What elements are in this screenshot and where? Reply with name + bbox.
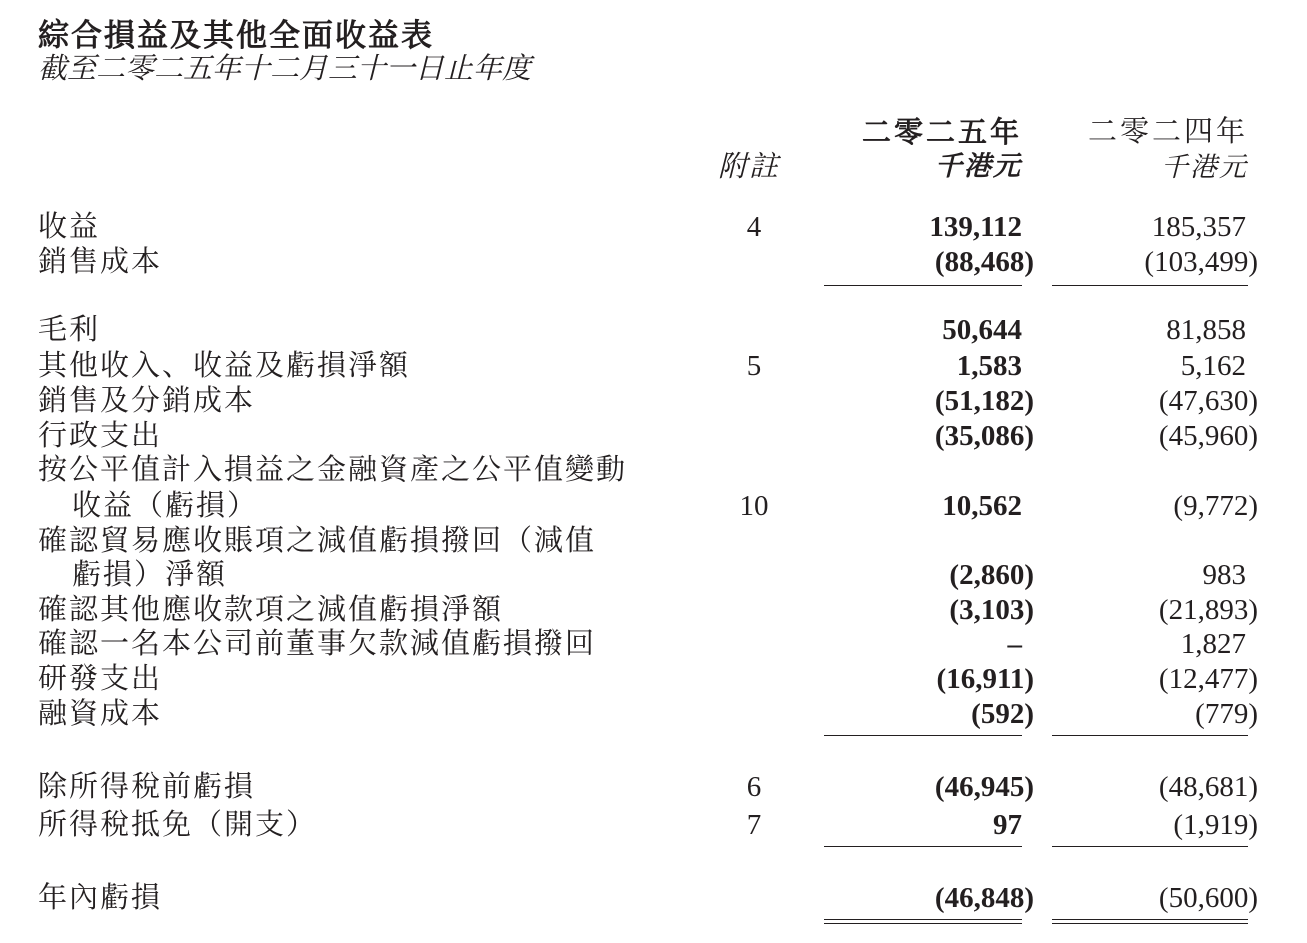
table-row <box>0 662 1307 696</box>
row-label: 行政支出 <box>38 420 163 452</box>
table-row-total <box>0 881 1307 915</box>
row-label: 其他收入、收益及虧損淨額 <box>38 350 411 382</box>
row-label: 年內虧損 <box>38 882 163 914</box>
row-value-prior: (47,630) <box>1158 385 1258 417</box>
row-value-current: (35,086) <box>934 420 1034 452</box>
subtotal-rule <box>1052 285 1248 286</box>
total-double-rule <box>1052 919 1248 924</box>
row-value-prior: 983 <box>1202 559 1246 591</box>
row-value-current: 97 <box>993 809 1022 841</box>
table-row <box>0 245 1307 279</box>
table-row <box>0 210 1307 244</box>
row-value-prior: (50,600) <box>1158 882 1258 914</box>
row-note: 5 <box>746 350 762 382</box>
page-subtitle: 截至二零二五年十二月三十一日止年度 <box>38 53 532 85</box>
row-label: 虧損）淨額 <box>72 559 228 591</box>
table-row <box>0 627 1307 661</box>
row-value-current: (88,468) <box>934 246 1034 278</box>
subtotal-rule <box>1052 846 1248 847</box>
table-row <box>0 524 1307 558</box>
table-row <box>0 770 1307 804</box>
row-value-prior: 1,827 <box>1180 628 1246 660</box>
subtotal-rule <box>1052 735 1248 736</box>
row-value-current: 139,112 <box>929 211 1022 243</box>
column-header-prior-year: 二零二四年 <box>1087 116 1248 148</box>
table-row <box>0 453 1307 487</box>
row-label: 銷售及分銷成本 <box>38 385 256 417</box>
row-label: 融資成本 <box>38 698 163 730</box>
row-value-current: 1,583 <box>956 350 1022 382</box>
row-label: 所得稅抵免（開支） <box>38 809 318 841</box>
row-value-prior: (12,477) <box>1158 663 1258 695</box>
table-row <box>0 384 1307 418</box>
row-note: 7 <box>746 809 762 841</box>
table-row <box>0 697 1307 731</box>
row-value-prior: (1,919) <box>1173 809 1258 841</box>
row-value-prior: (48,681) <box>1158 771 1258 803</box>
row-value-current: (2,860) <box>949 559 1034 591</box>
row-label: 研發支出 <box>38 663 163 695</box>
table-row <box>0 489 1307 523</box>
row-note: 10 <box>739 490 769 522</box>
row-value-prior: 5,162 <box>1180 350 1246 382</box>
column-header-current-year: 二零二五年 <box>861 115 1022 149</box>
subtotal-rule <box>824 846 1022 847</box>
table-row <box>0 808 1307 842</box>
row-note: 6 <box>746 771 762 803</box>
row-label: 銷售成本 <box>38 246 163 278</box>
row-label: 毛利 <box>38 314 101 346</box>
row-value-prior: 185,357 <box>1151 211 1246 243</box>
row-label: 確認其他應收款項之減值虧損淨額 <box>38 594 504 626</box>
total-double-rule <box>824 919 1022 924</box>
row-value-current: (46,848) <box>934 882 1034 914</box>
row-value-current: (16,911) <box>936 663 1034 695</box>
table-row <box>0 349 1307 383</box>
row-label: 收益（虧損） <box>72 490 259 522</box>
row-value-current: (592) <box>971 698 1034 730</box>
row-label: 確認一名本公司前董事欠款減值虧損撥回 <box>38 628 597 660</box>
table-row <box>0 419 1307 453</box>
subtotal-rule <box>824 735 1022 736</box>
row-value-current: (3,103) <box>949 594 1034 626</box>
row-value-prior: 81,858 <box>1166 314 1246 346</box>
row-value-current: 50,644 <box>942 314 1022 346</box>
row-value-current: 10,562 <box>942 490 1022 522</box>
row-label: 確認貿易應收賬項之減值虧損撥回（減值 <box>38 525 597 557</box>
row-value-current: (51,182) <box>934 385 1034 417</box>
row-value-current: (46,945) <box>934 771 1034 803</box>
row-value-prior: (779) <box>1195 698 1258 730</box>
row-value-current: – <box>1007 628 1022 660</box>
column-header-note: 附註 <box>718 151 781 183</box>
row-note: 4 <box>746 211 762 243</box>
row-value-prior: (103,499) <box>1144 246 1258 278</box>
page-title: 綜合損益及其他全面收益表 <box>38 18 434 54</box>
column-unit-current: 千港元 <box>935 151 1022 182</box>
row-label: 按公平值計入損益之金融資產之公平值變動 <box>38 454 628 486</box>
row-value-prior: (9,772) <box>1173 490 1258 522</box>
subtotal-rule <box>824 285 1022 286</box>
row-label: 除所得稅前虧損 <box>38 771 256 803</box>
row-value-prior: (45,960) <box>1158 420 1258 452</box>
row-label: 收益 <box>38 211 101 243</box>
table-row <box>0 313 1307 347</box>
row-value-prior: (21,893) <box>1158 594 1258 626</box>
table-row <box>0 558 1307 592</box>
column-unit-prior: 千港元 <box>1161 152 1248 182</box>
table-row <box>0 593 1307 627</box>
